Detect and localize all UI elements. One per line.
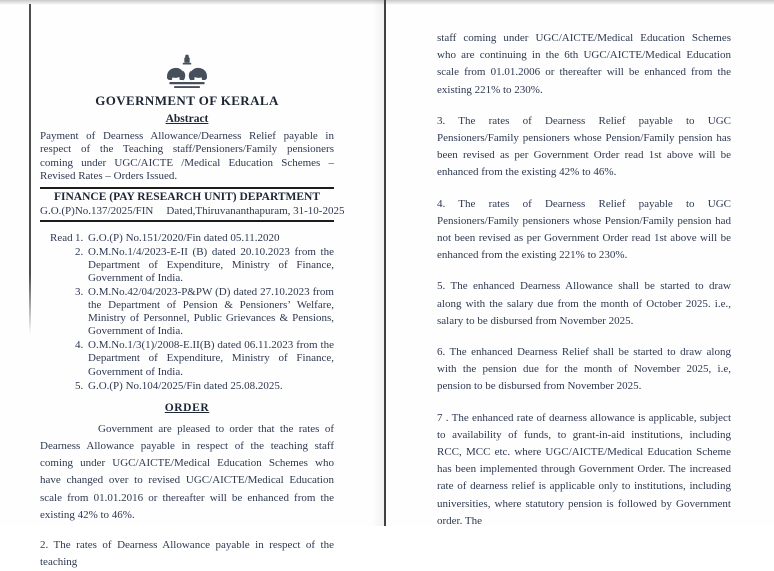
right-page-content — [437, 30, 731, 530]
read-item-text: G.O.(P) No.151/2020/Fin dated 05.11.2020 — [88, 231, 280, 244]
abstract-paragraph: Payment of Dearness Allowance/Dearness Relief payable in respect of the Teaching staff/Pensioners/Family pensioners coming under UGC/AICTE /Medical Education Schemes – Revised Rates – Orders Issued. — [40, 130, 334, 183]
go-date-place: Dated,Thiruvananthapuram, 31-10-2025 — [166, 204, 345, 217]
document-page-left — [31, 0, 384, 569]
read-item-number: 5. — [75, 379, 84, 392]
read-item-number: 1. — [75, 231, 84, 244]
department-header-block — [40, 187, 345, 222]
order-paragraph-6: 6. The enhanced Dearness Relief shall be started to draw along with the pension due for the month of November 2025, i.e, pension to be disbursed from November 2025. — [437, 346, 731, 393]
read-item — [50, 232, 334, 245]
read-references-list — [50, 232, 334, 393]
department-heading: FINANCE (PAY RESEARCH UNIT) DEPARTMENT — [53, 190, 321, 203]
order-paragraph-7: 7 . The enhanced rate of dearness allowance is applicable, subject to availability of funds, to grant-in-aid institutions, including RCC, MCC etc. where UGC/AICTE/Medical Education Scheme has been implemented through Government Order. The increased rate of dearness relief is applicable only to institutions, including universities, where statutory pension is followed by Government order. The — [437, 411, 731, 527]
read-item — [50, 339, 334, 378]
government-title: GOVERNMENT OF KERALA — [95, 93, 279, 108]
kerala-state-emblem-icon — [164, 54, 210, 90]
left-page-content — [40, 0, 345, 571]
order-paragraph-2-continued: staff coming under UGC/AICTE/Medical Education Schemes who are continuing in the 6th UGC/AICTE/Medical Education scale from 01.01.2006 or thereafter will be enhanced from the existing 221% to 230%. — [437, 32, 731, 96]
document-page-right — [386, 0, 774, 526]
read-item-number: 3. — [75, 286, 84, 298]
order-paragraph-1: Government are pleased to order that the rates of Dearness Allowance payable in respect of the teaching staff coming under UGC/AICTE/Medical Education Schemes who have changed over to revised UGC/AICTE/Medical Education scale from 01.01.2016 or thereafter will be enhanced from the existing 42% to 46%. — [40, 422, 334, 521]
order-paragraph-4: 4. The rates of Dearness Relief payable to UGC Pensioners/Family pensioners whose Pension/Family pension had not been revised as per Government Order read 1st above will be enhanced from the existing 221% to 230%. — [437, 197, 731, 262]
order-paragraph-5: 5. The enhanced Dearness Allowance shall be started to draw along with the salary due from the month of October 2025. i.e., salary to be disbursed from November 2025. — [437, 280, 731, 327]
read-item-text: O.M.No.1/4/2023-E-II (B) dated 20.10.2023 from the Department of Expenditure, Ministry of Finance, Government of India. — [88, 245, 334, 284]
go-number: G.O.(P)No.137/2025/FIN — [40, 204, 154, 217]
read-item-text: O.M.No.42/04/2023-P&PW (D) dated 27.10.2023 from the Department of Pension & Pensioners’ Welfare, Ministry of Personnel, Public Grievances & Pensions, Government of India. — [88, 286, 334, 338]
order-paragraph-2-start: 2. The rates of Dearness Allowance payable in respect of the teaching — [40, 538, 334, 569]
read-item — [50, 380, 334, 393]
read-item-text: O.M.No.1/3(1)/2008-E.II(B) dated 06.11.2023 from the Department of Expenditure, Ministry of Finance, Government of India. — [88, 339, 334, 378]
go-reference-line — [40, 204, 345, 217]
order-heading: ORDER — [164, 401, 210, 414]
read-item — [50, 286, 334, 338]
read-label: Read — [50, 231, 73, 244]
abstract-heading: Abstract — [165, 113, 209, 125]
read-item — [50, 246, 334, 285]
read-item-number: 4. — [75, 339, 84, 352]
read-item-text: G.O.(P) No.104/2025/Fin dated 25.08.2025. — [88, 379, 283, 392]
order-paragraph-3: 3. The rates of Dearness Relief payable to UGC Pensioners/Family pensioners whose Pension/Family pension has been revised as per Government Order read 1st above will be enhanced from the existing 42% to 46%. — [437, 114, 731, 179]
read-item-number: 2. — [75, 245, 84, 258]
